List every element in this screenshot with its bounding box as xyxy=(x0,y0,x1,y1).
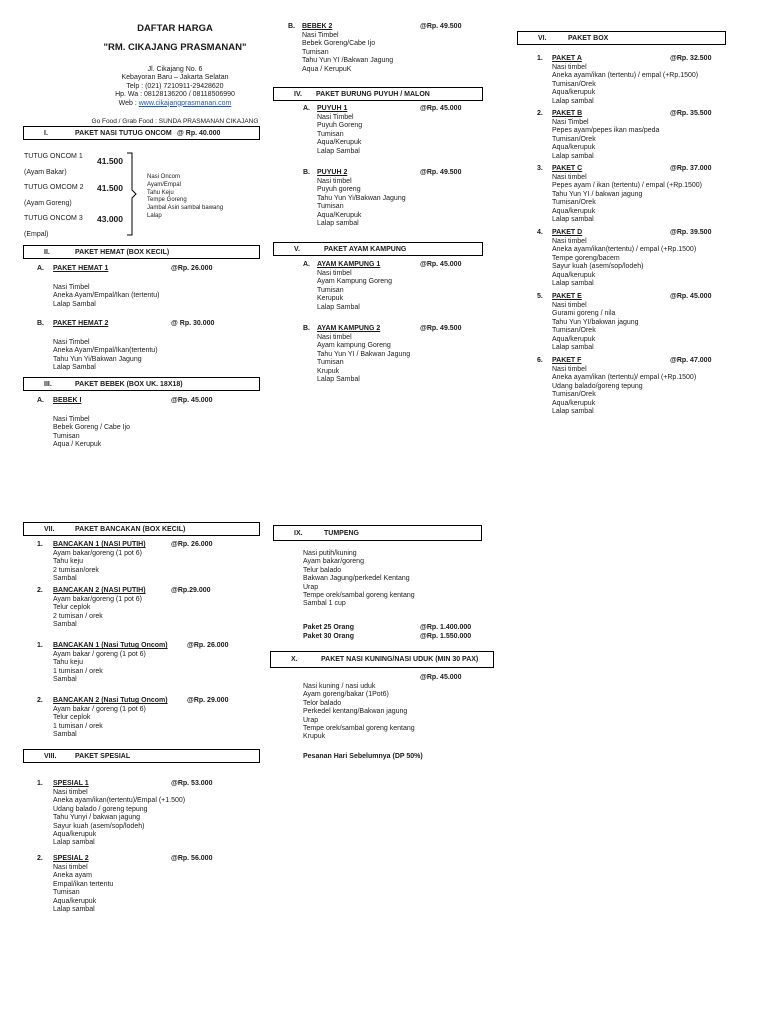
package-name: PAKET F xyxy=(552,357,582,364)
package-item: Lalap Sambal xyxy=(53,300,96,308)
nasi-kuning-package xyxy=(303,674,503,761)
section-header-tumpeng xyxy=(273,525,482,541)
tumpeng-price: @Rp. 1.400.000 xyxy=(420,624,472,631)
document-header xyxy=(60,23,290,126)
package-name: PAKET HEMAT 1 xyxy=(53,265,109,272)
package-item: Lalap sambal xyxy=(552,97,594,105)
section-label: PAKET BEBEK (BOX UK. 18X18) xyxy=(75,381,183,388)
package-item: Tahu Yun YI/bakwan jagung xyxy=(552,318,639,326)
item-name: TUTUG ONCOM 1 xyxy=(24,153,83,160)
package-item: Udang balado / goreng tepung xyxy=(53,805,148,813)
package-item: Tahu Yun YI / Bakwan Jagung xyxy=(317,350,411,358)
package-item: Pepes ayam/pepes ikan mas/peda xyxy=(552,127,660,135)
package-item: Tumisan xyxy=(302,48,329,56)
package-price: @Rp. 32.500 xyxy=(670,55,712,62)
package-number: 2. xyxy=(37,697,43,704)
package-spesial-1 xyxy=(37,780,262,848)
package-item: Nasi timbel xyxy=(552,302,587,309)
section-header-nasi-tutug-oncom xyxy=(23,126,260,140)
package-item: Nasi timbel xyxy=(53,789,88,796)
package-item: Tempe orek/sambal goreng kentang xyxy=(303,725,415,733)
item-name: TUTUG ONCOM 3 xyxy=(24,215,83,222)
package-box-e xyxy=(537,293,737,352)
website-line xyxy=(60,100,290,108)
package-item: Urap xyxy=(303,716,319,724)
package-item: 2 tumisan/orek xyxy=(53,566,99,574)
section-header-paket-hemat xyxy=(23,245,260,259)
package-item: Gurami goreng / nila xyxy=(552,310,616,318)
package-item: Tumisan xyxy=(317,286,344,294)
package-item: Telur balado xyxy=(303,566,342,574)
package-item: Tumisan xyxy=(317,359,344,367)
package-number: B. xyxy=(37,320,44,327)
package-item: Aqua/kerupuk xyxy=(53,897,97,905)
phone-line: Telp : (021) 7210911-29428620 xyxy=(126,82,224,90)
package-bancakan-2-tutug-oncom xyxy=(37,697,262,740)
tumpeng-price-label: Paket 30 Orang xyxy=(303,633,354,640)
package-item: Telur ceplok xyxy=(53,604,91,612)
package-number: B. xyxy=(303,169,310,176)
package-item: Krupuk xyxy=(303,733,326,741)
package-item: Tumisan/Orek xyxy=(552,327,596,335)
package-item: Aqua / Kerupuk xyxy=(53,441,102,449)
section-number: VIII. xyxy=(44,753,57,760)
section-number: IX. xyxy=(294,530,303,537)
package-name: SPESIAL 2 xyxy=(53,855,89,862)
package-bebek-1 xyxy=(37,397,257,450)
package-item: Lalap sambal xyxy=(552,216,594,224)
tutug-oncom-2 xyxy=(24,184,84,209)
include-item: Tahu Keju xyxy=(147,189,174,196)
package-item: Perkedel kentang/Bakwan jagung xyxy=(303,708,408,716)
website-link[interactable]: www.cikajangprasmanan.com xyxy=(138,99,232,107)
include-item: Nasi Oncom xyxy=(147,174,181,180)
section-label: TUMPENG xyxy=(324,530,359,537)
package-item: Sambal xyxy=(53,621,77,629)
tutug-oncom-1-price: 41.500 xyxy=(97,156,123,166)
package-item: Tahu keju xyxy=(53,659,83,667)
package-box-a xyxy=(537,55,737,106)
package-item: Lalap sambal xyxy=(552,152,594,160)
tumpeng-items xyxy=(303,550,503,609)
package-item: Tahu Yun Yi/Bakwan Jagung xyxy=(317,194,406,202)
package-number: 3. xyxy=(537,165,543,172)
package-number: A. xyxy=(37,397,44,404)
package-item: Nasi putih/kuning xyxy=(303,550,357,557)
section-number: II. xyxy=(44,249,50,256)
section-number: III. xyxy=(44,381,52,388)
package-item: Tempe orek/sambal goreng kentang xyxy=(303,592,415,600)
section-header-nasi-kuning-uduk xyxy=(270,651,494,668)
package-price: @Rp.29.000 xyxy=(171,587,211,594)
package-item: Tumisan xyxy=(53,889,80,897)
section-number: VII. xyxy=(44,526,55,533)
package-item: Aneka ayam/ikan (tertentu)/ empal (+Rp.1500) xyxy=(552,374,697,382)
package-item: Nasi timbel xyxy=(317,334,352,341)
item-sub: (Empal) xyxy=(24,231,49,239)
package-item: Aqua/Kerupuk xyxy=(317,139,362,147)
package-hemat-2 xyxy=(37,320,257,373)
section-number: I. xyxy=(44,130,48,137)
section-number: V. xyxy=(294,246,300,253)
section-header-paket-spesial xyxy=(23,749,260,763)
package-item: Tumisan/Orek xyxy=(552,391,596,399)
package-item: Nasi Timbel xyxy=(53,416,90,423)
package-number: B. xyxy=(303,325,310,332)
package-price: @Rp. 49.500 xyxy=(420,23,462,30)
package-item: Udang balado/goreng tepung xyxy=(552,382,643,390)
package-puyuh-2 xyxy=(303,169,503,228)
section-label: PAKET BOX xyxy=(568,35,609,42)
package-bebek-2 xyxy=(288,23,508,74)
include-item: Jambal Asin sambal bawang xyxy=(147,205,224,212)
item-sub: (Ayam Bakar) xyxy=(24,169,67,177)
package-name: PUYUH 1 xyxy=(317,105,348,112)
package-name: BEBEK I xyxy=(53,397,82,404)
package-item: Lalap Sambal xyxy=(317,147,360,155)
section-number: IV. xyxy=(294,91,302,98)
package-item: Ayam bakar/goreng xyxy=(303,558,364,566)
package-item: Lalap Sambal xyxy=(317,376,360,384)
section-label: PAKET NASI TUTUG ONCOM xyxy=(75,130,172,137)
package-item: Pepes ayam / ikan (tertentu) / empal (+Rp.1500) xyxy=(552,182,702,190)
order-note: Pesanan Hari Sebelumnya (DP 50%) xyxy=(303,752,423,760)
package-number: 2. xyxy=(537,110,543,117)
package-price: @Rp. 45.000 xyxy=(420,674,462,681)
package-number: A. xyxy=(303,261,310,268)
package-item: Tahu Yun YI /Bakwan Jagung xyxy=(302,57,394,65)
item-sub: (Ayam Goreng) xyxy=(24,200,72,208)
package-item: Aqua/kerupuk xyxy=(552,399,596,407)
package-item: Lalap sambal xyxy=(53,906,95,914)
package-number: 2. xyxy=(37,855,43,862)
package-item: Lalap sambal xyxy=(317,220,359,228)
package-number: 1. xyxy=(37,642,43,649)
item-name: TUTUG OMCOM 2 xyxy=(24,184,84,191)
section-label: PAKET AYAM KAMPUNG xyxy=(324,246,407,253)
package-item: Nasi timbel xyxy=(552,238,587,245)
package-item: Lalap Sambal xyxy=(53,364,96,372)
package-item: Nasi Timbel xyxy=(552,119,589,126)
tumpeng-price-label: Paket 25 Orang xyxy=(303,624,354,631)
package-item: Nasi Timbel xyxy=(53,339,90,346)
section-label: PAKET HEMAT (BOX KECIL) xyxy=(75,249,170,256)
package-name: PUYUH 2 xyxy=(317,169,348,176)
package-item: Bebek Goreng/Cabe Ijo xyxy=(302,40,376,48)
package-number: A. xyxy=(37,265,44,272)
package-name: PAKET HEMAT 2 xyxy=(53,320,109,327)
package-item: Nasi Timbel xyxy=(317,114,354,121)
package-price: @Rp. 35.500 xyxy=(670,110,712,117)
package-item: Ayam goreng/bakar (1Pot6) xyxy=(303,691,389,699)
package-name: PAKET B xyxy=(552,110,583,117)
package-item: Nasi timbel xyxy=(552,174,587,181)
tutug-oncom-2-price: 41.500 xyxy=(97,183,123,193)
package-item: Aqua/kerupuk xyxy=(53,831,97,839)
package-item: Ayam bakar / goreng (1 pot 6) xyxy=(53,706,146,713)
package-item: Lalap Sambal xyxy=(317,303,360,311)
package-hemat-1 xyxy=(37,265,257,309)
package-item: Nasi timbel xyxy=(317,270,352,277)
package-item: Nasi Timbel xyxy=(302,32,339,39)
tumpeng-price: @Rp. 1.550.000 xyxy=(420,633,472,640)
package-item: Puyuh goreng xyxy=(317,186,361,194)
package-name: PAKET D xyxy=(552,229,583,236)
restaurant-name: "RM. CIKAJANG PRASMANAN" xyxy=(103,42,247,53)
package-item: Telur ceplok xyxy=(53,714,91,722)
address-line-1: Jl. Cikajang No. 6 xyxy=(147,66,203,73)
package-box-d xyxy=(537,229,737,288)
package-box-c xyxy=(537,165,737,224)
package-name: AYAM KAMPUNG 2 xyxy=(317,325,381,332)
package-number: 5. xyxy=(537,293,543,300)
package-item: Ayam bakar/goreng (1 pot 6) xyxy=(53,550,142,557)
package-price: @Rp. 56.000 xyxy=(171,855,213,862)
include-item: Ayam/Empal xyxy=(147,181,181,188)
package-item: 1 tumisan / orek xyxy=(53,722,103,730)
package-item: Ayam bakar / goreng (1 pot 6) xyxy=(53,651,146,658)
package-name: SPESIAL 1 xyxy=(53,780,89,787)
package-item: Kerupuk xyxy=(317,295,344,303)
package-name: PAKET A xyxy=(552,55,582,62)
package-price: @ Rp. 30.000 xyxy=(171,320,215,327)
package-item: Krupuk xyxy=(317,367,340,375)
package-number: B. xyxy=(288,23,295,30)
package-item: Sambal xyxy=(53,731,77,739)
package-item: Lalap sambal xyxy=(552,344,594,352)
package-item: Tumisan xyxy=(53,432,80,440)
package-item: Sambal xyxy=(53,676,77,684)
package-item: Bebek Goreng / Cabe Ijo xyxy=(53,424,131,432)
tumpeng-prices xyxy=(303,624,503,642)
package-item: Sayur kuah (asem/sop/lodeh) xyxy=(552,263,644,271)
tutug-oncom-3-price: 43.000 xyxy=(97,214,123,224)
package-item: Ayam kampung Goreng xyxy=(317,342,391,350)
package-name: BEBEK 2 xyxy=(302,23,333,30)
package-item: Tahu Yun Yi/Bakwan Jagung xyxy=(53,355,142,363)
section-header-paket-bancakan xyxy=(23,522,260,536)
package-item: Nasi Timbel xyxy=(53,284,90,291)
package-item: Tumisan/Orek xyxy=(552,135,596,143)
package-price: @Rp. 49.500 xyxy=(420,169,462,176)
package-item: Lalap sambal xyxy=(552,280,594,288)
package-item: Aneka ayam/ikan (tertentu) / empal (+Rp.1500) xyxy=(552,72,699,80)
package-item: Tumisan xyxy=(317,203,344,211)
package-price: @Rp. 39.500 xyxy=(670,229,712,236)
package-bancakan-2-nasi-putih xyxy=(37,587,262,630)
package-item: Aqua/kerupuk xyxy=(552,207,596,215)
package-item: Tumisan xyxy=(317,130,344,138)
package-price: @Rp. 26.000 xyxy=(171,265,213,272)
package-item: Ayam Kampung Goreng xyxy=(317,278,392,286)
package-item: Tumisan/Orek xyxy=(552,199,596,207)
package-item: Sayur kuah (asem/sop/lodeh) xyxy=(53,822,145,830)
package-item: Nasi timbel xyxy=(552,366,587,373)
package-item: Ayam bakar/goreng (1 pot 6) xyxy=(53,596,142,603)
package-item: Tahu keju xyxy=(53,558,83,566)
package-price: @Rp. 45.000 xyxy=(420,261,462,268)
package-item: 1 tumisan / orek xyxy=(53,667,103,675)
package-price: @Rp. 45.000 xyxy=(670,293,712,300)
package-name: BANCAKAN 1 (NASI PUTIH) xyxy=(53,541,146,548)
document-title: DAFTAR HARGA xyxy=(137,23,213,34)
package-item: Aneka Ayam/Empal/Ikan(tertentu) xyxy=(53,347,158,355)
package-item: Sambal 1 cup xyxy=(303,600,346,608)
section-label: PAKET BURUNG PUYUH / MALON xyxy=(316,91,430,98)
package-price: @Rp. 47.000 xyxy=(670,357,712,364)
section-header-ayam-kampung xyxy=(273,242,483,256)
section-header-paket-box xyxy=(517,31,726,45)
package-item: Empal/ikan tertentu xyxy=(53,880,114,888)
include-item: Tempe Goreng xyxy=(147,197,187,204)
package-name: BANCAKAN 2 (Nasi Tutug Oncom) xyxy=(53,697,168,704)
package-bancakan-1-tutug-oncom xyxy=(37,642,262,685)
package-item: Tempe goreng/bacem xyxy=(552,254,620,262)
package-item: Aqua/kerupuk xyxy=(552,89,596,97)
package-name: AYAM KAMPUNG 1 xyxy=(317,261,381,268)
package-number: 4. xyxy=(537,229,543,236)
whatsapp-line: Hp. Wa : 08128136200 / 08118506990 xyxy=(115,91,235,99)
package-bancakan-1-nasi-putih xyxy=(37,541,262,584)
package-item: Aqua / KerupuK xyxy=(302,65,352,73)
tutug-oncom-includes xyxy=(147,174,223,221)
package-item: Nasi timbel xyxy=(552,64,587,71)
package-item: Sambal xyxy=(53,575,77,583)
package-number: A. xyxy=(303,105,310,112)
website-label: Web : xyxy=(118,99,139,107)
package-price: @Rp. 49.500 xyxy=(420,325,462,332)
brace-icon xyxy=(126,152,138,236)
package-item: Nasi timbel xyxy=(53,864,88,871)
section-price: @ Rp. 40.000 xyxy=(177,130,221,137)
package-item: Nasi kuning / nasi uduk xyxy=(303,683,376,690)
section-number: X. xyxy=(291,656,298,663)
package-box-f xyxy=(537,357,737,416)
package-item: 2 tumisan / orek xyxy=(53,612,103,620)
package-number: 1. xyxy=(37,780,43,787)
package-price: @Rp. 45.000 xyxy=(171,397,213,404)
package-box-b xyxy=(537,110,737,161)
package-item: Tahu Yunyi / bakwan jagung xyxy=(53,814,141,822)
package-item: Aneka ayam/ikan(tertentu)/Empal (+1.500) xyxy=(53,797,186,805)
package-number: 2. xyxy=(37,587,43,594)
package-item: Lalap sambal xyxy=(53,839,95,847)
include-item: Lalap xyxy=(147,212,162,219)
tutug-oncom-1 xyxy=(24,153,83,178)
package-item: Bakwan Jagung/perkedel Kentang xyxy=(303,575,410,583)
package-name: PAKET E xyxy=(552,293,582,300)
package-item: Aneka ayam/ikan(tertentu) / empal (+Rp.1500) xyxy=(552,246,697,254)
package-price: @Rp. 45.000 xyxy=(420,105,462,112)
section-header-burung-puyuh xyxy=(273,87,483,101)
section-number: VI. xyxy=(538,35,547,42)
address-line-2: Kebayoran Baru – Jakarta Selatan xyxy=(121,74,229,82)
section-label: PAKET NASI KUNING/NASI UDUK (MIN 30 PAX) xyxy=(321,656,479,663)
package-ayam-kampung-2 xyxy=(303,325,503,384)
package-item: Urap xyxy=(303,583,319,591)
package-price: @Rp. 26.000 xyxy=(187,642,229,649)
package-item: Tumisan/Orek xyxy=(552,80,596,88)
package-item: Puyuh Goreng xyxy=(317,122,363,130)
package-name: BANCAKAN 2 (NASI PUTIH) xyxy=(53,587,146,594)
package-item: Aqua/kerupuk xyxy=(552,144,596,152)
package-price: @Rp. 53.000 xyxy=(171,780,213,787)
package-name: PAKET C xyxy=(552,165,583,172)
package-item: Aqua/Kerupuk xyxy=(317,211,362,219)
package-item: Telor balado xyxy=(303,699,342,707)
package-item: Aqua/kerupuk xyxy=(552,335,596,343)
package-item: Tahu Yun YI / bakwan jagung xyxy=(552,190,643,198)
section-header-paket-bebek xyxy=(23,377,260,391)
package-spesial-2 xyxy=(37,855,262,914)
package-item: Nasi timbel xyxy=(317,178,352,185)
package-name: BANCAKAN 1 (Nasi Tutug Oncom) xyxy=(53,642,168,649)
section-label: PAKET BANCAKAN (BOX KECIL) xyxy=(75,526,186,533)
package-number: 1. xyxy=(37,541,43,548)
delivery-line: Go Food / Grab Food : SUNDA PRASMANAN CIKAJANG xyxy=(91,118,259,126)
section-label: PAKET SPESIAL xyxy=(75,753,131,760)
package-price: @Rp. 26.000 xyxy=(171,541,213,548)
package-price: @Rp. 37.000 xyxy=(670,165,712,172)
package-item: Aqua/kerupuk xyxy=(552,271,596,279)
package-ayam-kampung-1 xyxy=(303,261,503,312)
package-item: Aneka ayam xyxy=(53,872,92,880)
package-item: Lalap sambal xyxy=(552,408,594,416)
package-puyuh-1 xyxy=(303,105,503,156)
package-price: @Rp. 29.000 xyxy=(187,697,229,704)
package-number: 6. xyxy=(537,357,543,364)
package-number: 1. xyxy=(537,55,543,62)
package-item: Aneka Ayam/Empal/Ikan (tertentu) xyxy=(53,292,160,300)
tutug-oncom-3 xyxy=(24,215,83,240)
